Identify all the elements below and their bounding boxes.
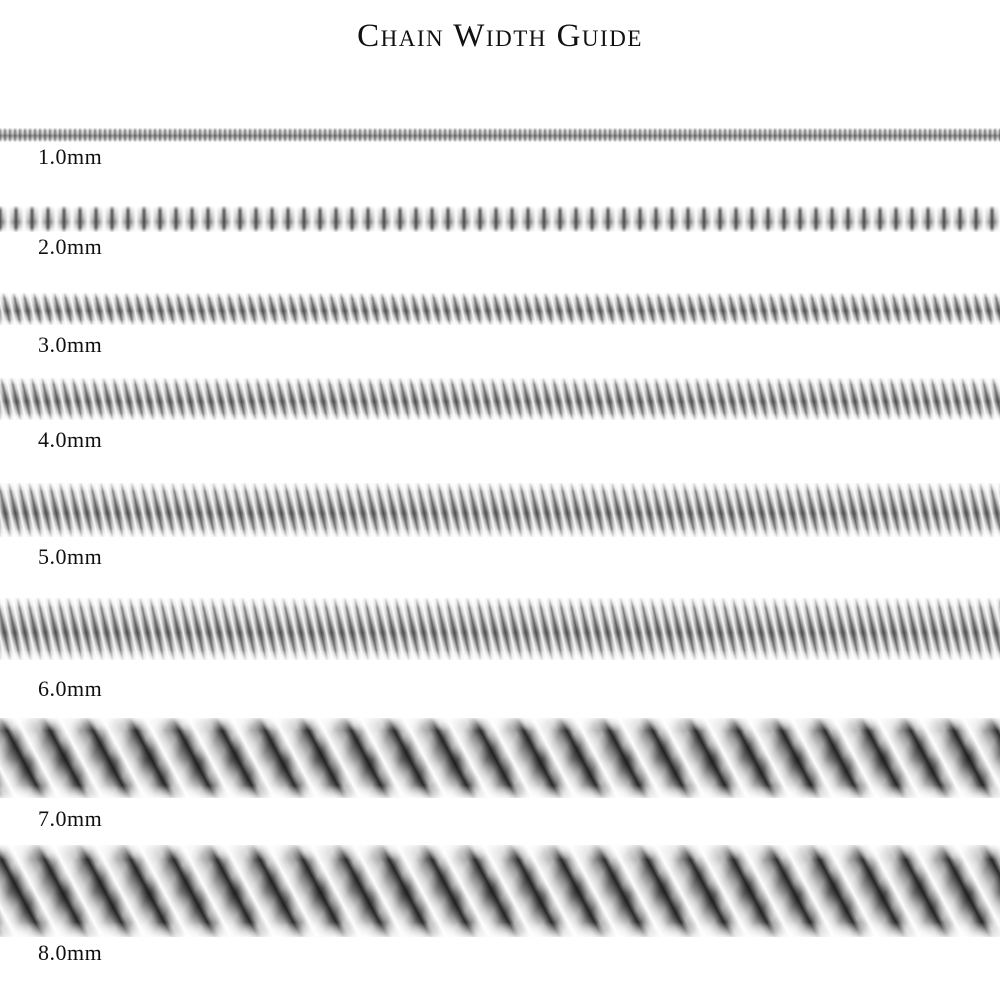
chain-sample-6.0mm [0, 598, 1000, 660]
chain-width-label: 7.0mm [38, 806, 103, 831]
chain-sample-4.0mm [0, 378, 1000, 420]
chain-width-label: 1.0mm [38, 144, 103, 169]
chain-sample-3.0mm [0, 293, 1000, 325]
chain-sample-1.0mm [0, 128, 1000, 142]
chain-sample-5.0mm [0, 483, 1000, 537]
chain-sample-7.0mm [0, 718, 1000, 798]
chain-width-label: 6.0mm [38, 676, 103, 701]
page-title: Chain Width Guide [357, 18, 643, 54]
chain-width-label: 3.0mm [38, 332, 103, 357]
chain-width-label: 4.0mm [38, 427, 103, 452]
chain-sample-8.0mm [0, 845, 1000, 937]
chain-width-label: 8.0mm [38, 940, 103, 965]
chain-width-label: 2.0mm [38, 234, 103, 259]
chain-width-label: 5.0mm [38, 544, 103, 569]
chain-sample-2.0mm [0, 206, 1000, 232]
